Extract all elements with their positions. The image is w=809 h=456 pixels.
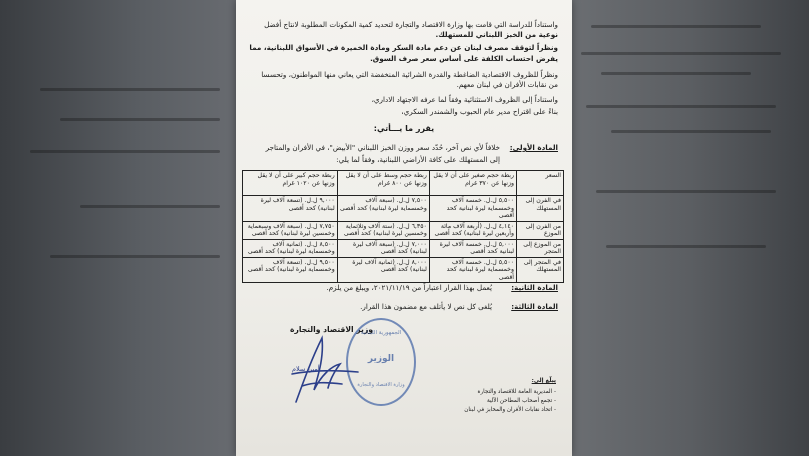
distribution-item: - اتحاد نقابات الأفران والمخابز في لبنان (464, 407, 556, 413)
table-header-row (243, 171, 564, 196)
blurred-text-line (50, 255, 220, 258)
blurred-text-line (40, 88, 220, 91)
table-row (243, 221, 564, 239)
blurred-text-line (601, 72, 751, 75)
table-header: ربطة حجم صغير على أن لا يقل وزنها عن ٣٧٠ غرام (429, 171, 516, 196)
table-row (243, 257, 564, 283)
article-2-label: المادة الثانية: (511, 283, 558, 292)
intro-line: بناءً على اقتراح مدير عام الحبوب والشمندر السكري، (401, 107, 558, 116)
table-cell: ٧,٠٠٠ ل.ل. (سبعة آلاف ليرة لبنانية) كحد أقصى (337, 239, 429, 257)
blurred-text-line (80, 205, 220, 208)
intro-line: ونظراً للظروف الاقتصادية الضاغطة والقدرة الشرائية المنخفضة التي يعاني منها المواطنون، وتحسسا (261, 70, 558, 79)
article-1-label: المادة الأولى: (509, 143, 558, 152)
stamp-bottom-text: وزارة الاقتصاد والتجارة (357, 382, 405, 388)
intro-line: واستناداً للدراسة التي قامت بها وزارة الاقتصاد والتجارة لتحديد كمية المكونات المطلوبة لانتاج أفضل (264, 20, 558, 29)
article-3-text: يُلغى كل نص لا يأتلف مع مضمون هذا القرار. (360, 302, 492, 311)
table-row (243, 239, 564, 257)
minister-name: أمين سلام (292, 365, 320, 373)
article-2-text: يُعمل بهذا القرار اعتباراً من ٢٠٢١/١١/١٩، ويبلغ من يلزم. (326, 283, 492, 292)
article-1-text: خلافاً لأي نص آخر، حُدّد سعر ووزن الخبز اللبناني "الأبيض"، في الأفران والمتاجر (265, 143, 500, 152)
intro-line: ونظراً لتوقف مصرف لبنان عن دعم مادة السكر ومادة الخميرة في الأسواق اللبنانية، مما (249, 43, 558, 52)
document-page (236, 0, 572, 456)
table-cell: في الفرن إلى المستهلك (517, 196, 564, 222)
distribution-label: يبلّغ إلى: (531, 378, 556, 384)
blurred-text-line (30, 150, 220, 153)
blurred-text-line (586, 105, 776, 108)
intro-line: من نقابات الأفران في لبنان معهم. (456, 80, 558, 89)
blurred-text-line (591, 25, 761, 28)
distribution-item: - المديرية العامة للاقتصاد والتجارة (477, 389, 556, 395)
table-cell: ٧,٥٠٠ ل.ل. (سبعة آلاف وخمسماية ليرة لبنانية) كحد أقصى (337, 196, 429, 222)
table-header: ربطة حجم كبير على أن لا يقل وزنها عن ١٠٢٠ غرام (243, 171, 338, 196)
table-cell: ٦,٣٥٠ ل.ل. (ستة آلاف وثلاثماية وخمسين ليرة لبنانية) كحد أقصى (337, 221, 429, 239)
blurred-text-line (606, 245, 766, 248)
table-row (243, 196, 564, 222)
minister-title: وزير الاقتصاد والتجارة (290, 325, 373, 334)
table-cell: ٥,٠٠٠ ل.ل. خمسة آلاف ليرة لبنانية كحد أقصى (429, 239, 516, 257)
table-cell: ٥,٥٠٠ ل.ل. خمسة آلاف وخمسماية ليرة لبنانية كحد أقصى (429, 196, 516, 222)
intro-line: نوعية من الخبز اللبناني للمستهلك. (435, 30, 558, 39)
intro-line: واستناداً إلى الظروف الاستثنائية وفقاً لما عرفه الاجتهاد الاداري، (371, 95, 558, 104)
blurred-text-line (596, 190, 776, 193)
stamp-top-text: الجمهورية اللبنانية (360, 330, 402, 336)
table-header: السعر (517, 171, 564, 196)
price-table (242, 170, 564, 283)
table-cell: ٤,١٤٠ ل.ل. (أربعة آلاف مائة وأربعين ليرة لبنانية) كحد أقصى (429, 221, 516, 239)
table-cell: من الموزع إلى المتجر (517, 239, 564, 257)
article-3-label: المادة الثالثة: (511, 302, 558, 311)
background-right (571, 0, 809, 456)
article-1-text-cont: إلى المستهلك على كافة الأراضي اللبنانية، وفقاً لما يلي: (336, 155, 500, 164)
table-cell: ٥,٥٠٠ ل.ل. خمسة آلاف وخمسماية ليرة لبنانية كحد أقصى (429, 257, 516, 283)
table-cell: من الفرن إلى الموزع (517, 221, 564, 239)
table-header: ربطة حجم وسط على أن لا يقل وزنها عن ٨٠٠ غرام (337, 171, 429, 196)
distribution-item: - تجمع أصحاب المطاحن الآلية (486, 398, 556, 404)
table-cell: في المتجر إلى المستهلك (517, 257, 564, 283)
stamp-center-text: الوزير (367, 354, 395, 364)
table-cell: ٧,٧٥٠ ل.ل. (سبعة آلاف وسبعماية وخمسين ليرة لبنانية) كحد أقصى (243, 221, 338, 239)
table-cell: ٩,٥٠٠ ل.ل. (تسعة آلاف وخمسماية ليرة لبنانية) كحد أقصى (243, 257, 338, 283)
blurred-text-line (60, 118, 220, 121)
table-cell: ٩,٠٠٠ ل.ل. (تسعة آلاف ليرة لبنانية) كحد أقصى (243, 196, 338, 222)
table-cell: ٨,٥٠٠ ل.ل. (ثمانية آلاف وخمسماية ليرة لبنانية) كحد أقصى (243, 239, 338, 257)
blurred-text-line (611, 130, 771, 133)
blurred-text-line (581, 52, 781, 55)
background-left (0, 0, 236, 456)
decision-heading: يقرر ما يـــأتي: (373, 124, 435, 133)
table-cell: ٨,٠٠٠ ل.ل. (ثمانية آلاف ليرة لبنانية) كحد أقصى (337, 257, 429, 283)
intro-line: يفرض احتساب الكلفة على أساس سعر صرف السوق. (370, 54, 558, 63)
